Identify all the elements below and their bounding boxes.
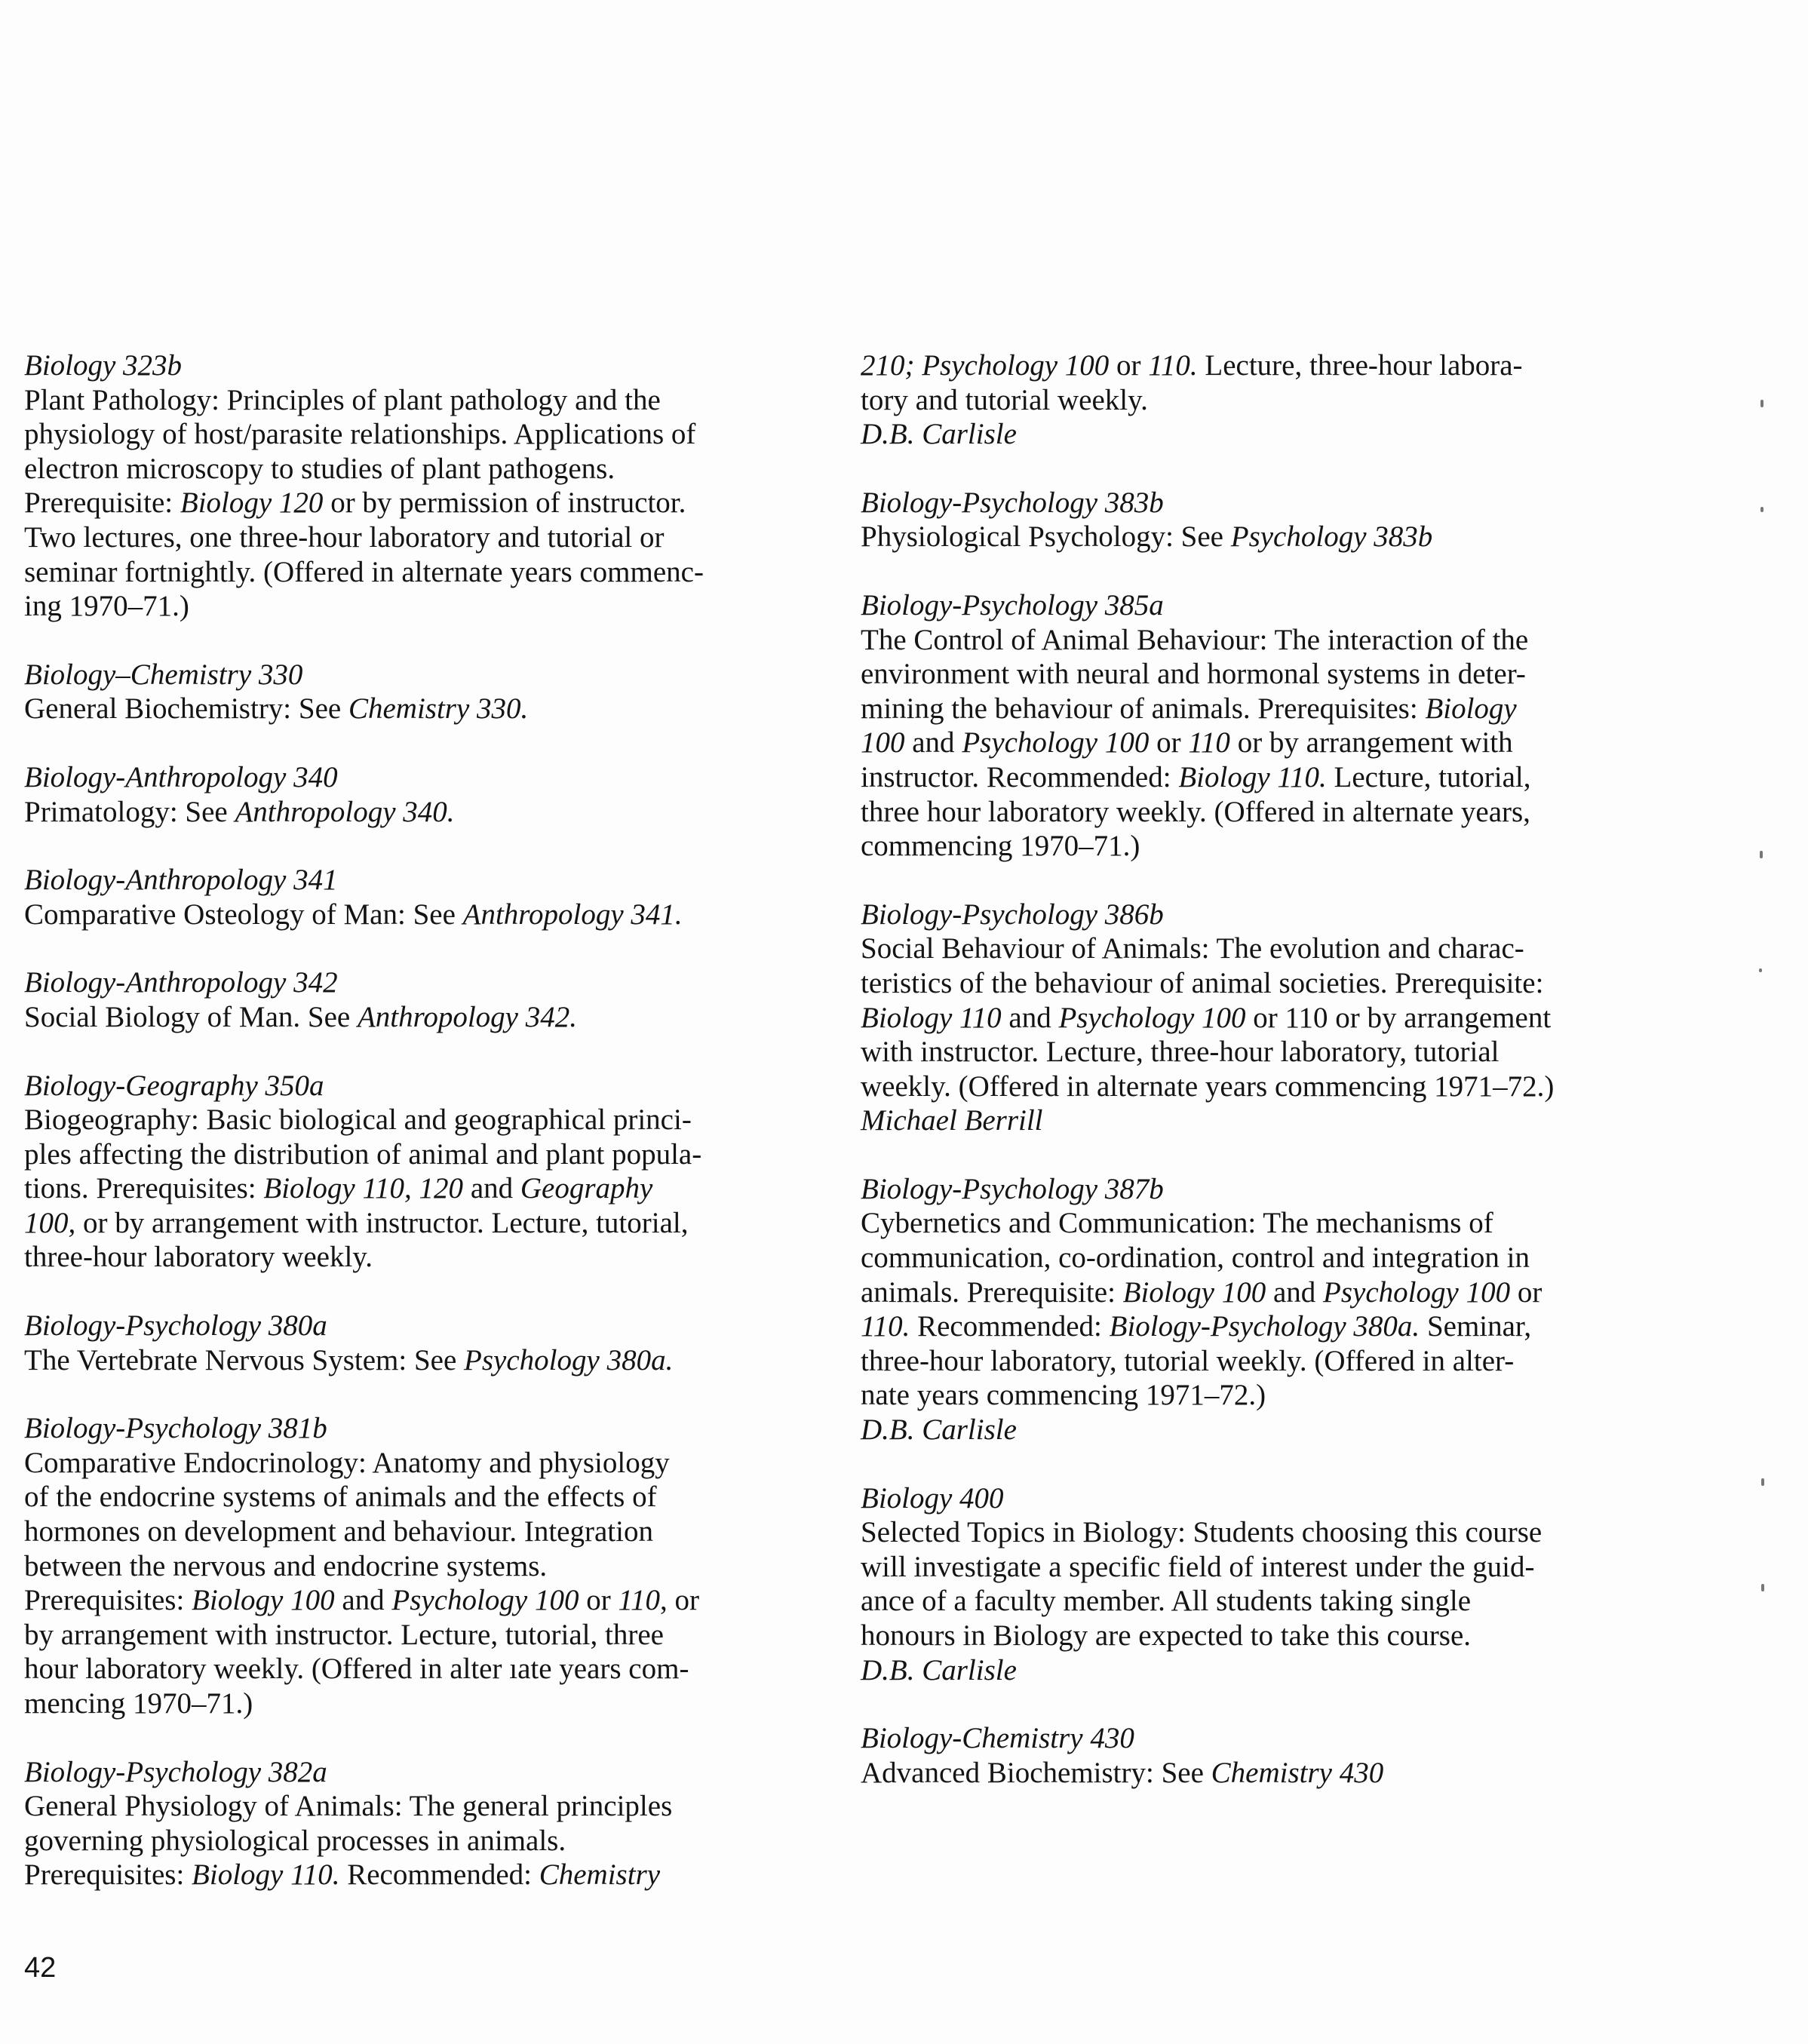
description-text: General Physiology of Animals: The general principles (24, 1790, 673, 1823)
course-title: Biology-Psychology 385a (861, 588, 1164, 621)
course-reference: 110 (1188, 726, 1230, 760)
course-reference: D.B. Carlisle (861, 1653, 1017, 1686)
description-text: communication, co-ordination, control and integration in (861, 1241, 1530, 1275)
course-title: Biology-Anthropology 340 (24, 760, 338, 793)
right-column (861, 348, 1683, 1824)
description-text: Comparative Endocrinology: Anatomy and physiology (24, 1446, 670, 1479)
course-reference: Biology 110 (861, 1001, 1002, 1034)
description-text: three hour laboratory weekly. (Offered in alternate years, (861, 795, 1530, 828)
description-text: Advanced Biochemistry: See (861, 1756, 1211, 1789)
description-text: Lecture, three-hour labora- (1197, 349, 1523, 382)
course-entry (24, 1755, 824, 1892)
course-entry (24, 760, 824, 829)
description-text: nate years commencing 1971–72.) (861, 1379, 1266, 1412)
description-text: Lecture, tutorial, (1326, 760, 1531, 793)
description-text: with instructor. Lecture, three-hour laboratory, tutorial (861, 1036, 1500, 1069)
description-text: instructor. Recommended: (861, 760, 1179, 793)
description-text: and (904, 726, 962, 760)
description-text: or by arrangement with instructor. Lecture, tutorial, (75, 1206, 689, 1239)
description-text: environment with neural and hormonal systems in deter- (861, 658, 1526, 691)
course-description-line (24, 1789, 824, 1824)
description-text: or (1510, 1275, 1542, 1309)
course-title: Biology-Psychology 381b (24, 1412, 327, 1445)
description-text: or by arrangement with (1229, 726, 1513, 760)
course-title: Biology-Psychology 386b (861, 898, 1164, 931)
course-description-line (861, 966, 1683, 1001)
course-description-line (861, 417, 1683, 452)
description-text: , or (660, 1584, 700, 1617)
description-text: General Biochemistry: See (24, 692, 348, 726)
description-text: Social Biology of Man. See (24, 1000, 358, 1033)
course-entry (24, 863, 824, 931)
description-text: Social Behaviour of Animals: The evolution and charac- (861, 932, 1524, 965)
course-reference: Biology 100 (1122, 1275, 1266, 1309)
description-text: weekly. (Offered in alternate years commencing 1971–72.) (861, 1070, 1555, 1103)
course-description-line (24, 795, 824, 830)
course-reference: 100, (24, 1206, 76, 1239)
course-description-line (24, 555, 824, 590)
course-description-line (861, 1653, 1683, 1688)
course-reference: Biology 110. (192, 1858, 340, 1892)
course-title: Biology–Chemistry 330 (24, 658, 303, 691)
course-description-line (24, 1858, 824, 1892)
description-text: Primatology: See (24, 795, 235, 828)
course-title: Biology 323b (24, 349, 183, 382)
course-description-line (861, 657, 1683, 692)
course-description-line (24, 1618, 824, 1653)
course-description-line (861, 348, 1683, 383)
description-text: electron microscopy to studies of plant pathogens. (24, 452, 615, 485)
course-reference: Biology 110, 120 (263, 1172, 464, 1205)
scan-speck (1759, 968, 1762, 972)
description-text: The Vertebrate Nervous System: See (24, 1343, 465, 1376)
description-text: will investigate a specific field of interest under the guid- (861, 1550, 1535, 1583)
description-text: or (1149, 726, 1189, 760)
course-reference: Chemistry 330. (348, 692, 529, 726)
course-entry (24, 348, 824, 624)
description-text: Seminar, (1420, 1310, 1532, 1343)
description-text: Physiological Psychology: See (861, 520, 1231, 554)
course-description-line (861, 829, 1683, 864)
course-reference: Psychology 380a. (464, 1343, 674, 1376)
description-text: and (334, 1584, 392, 1617)
course-reference: D.B. Carlisle (861, 1413, 1017, 1447)
description-text: and (1266, 1275, 1324, 1309)
scan-speck (1761, 1584, 1764, 1591)
description-text: tory and tutorial weekly. (861, 383, 1148, 416)
description-text: Cybernetics and Communication: The mechanisms of (861, 1207, 1493, 1240)
course-description-line (861, 1515, 1683, 1550)
course-description-line (24, 1686, 824, 1721)
course-title: Biology-Psychology 380a (24, 1309, 327, 1343)
course-title: Biology-Anthropology 342 (24, 966, 338, 999)
description-text: The Control of Animal Behaviour: The interaction of the (861, 623, 1529, 656)
course-description-line (24, 1206, 824, 1241)
course-entry (861, 1721, 1683, 1790)
course-description-line (861, 1001, 1683, 1036)
description-text: Recommended: (910, 1310, 1110, 1343)
description-text: between the nervous and endocrine systems. (24, 1549, 548, 1582)
left-column (24, 348, 824, 1926)
description-text: and (1001, 1001, 1059, 1034)
course-description-line (861, 1070, 1683, 1104)
course-entry (24, 1069, 824, 1275)
description-text: Prerequisites: (24, 1858, 192, 1892)
course-reference: Anthropology 342. (357, 1000, 577, 1033)
description-text: or 110 or by arrangement (1245, 1001, 1552, 1034)
description-text: Recommended: (339, 1858, 539, 1892)
description-text: Plant Pathology: Principles of plant pathology and the (24, 383, 661, 416)
description-text: or (1109, 349, 1149, 382)
course-title: Biology-Psychology 387b (861, 1172, 1164, 1205)
description-text: or (579, 1584, 619, 1617)
course-title: Biology-Geography 350a (24, 1069, 324, 1102)
course-entry (24, 965, 824, 1034)
description-text: physiology of host/parasite relationships. Applications of (24, 418, 696, 451)
course-reference: Chemistry 430 (1211, 1756, 1384, 1789)
description-text: Biogeography: Basic biological and geographical princi- (24, 1103, 692, 1137)
course-description-line (861, 931, 1683, 966)
course-description-line (861, 1035, 1683, 1070)
description-text: Comparative Osteology of Man: See (24, 898, 463, 931)
course-description-line (861, 1550, 1683, 1585)
course-reference: Biology 120 (180, 486, 324, 520)
description-text: hour laboratory weekly. (Offered in alter ıate years com- (24, 1653, 689, 1686)
course-description-line (24, 1137, 824, 1172)
course-description-line (861, 1309, 1683, 1344)
course-description-line (861, 383, 1683, 418)
course-reference: 210; Psychology 100 (861, 349, 1110, 382)
course-entry (24, 658, 824, 726)
course-reference: Biology 100 (192, 1584, 335, 1617)
course-reference: 110. (1148, 349, 1198, 382)
description-text: three-hour laboratory, tutorial weekly. (Offered in alter- (861, 1344, 1515, 1377)
course-title: Biology-Chemistry 430 (861, 1722, 1134, 1755)
scan-speck (1760, 851, 1763, 858)
description-text: and (463, 1172, 520, 1205)
course-reference: Psychology 100 (391, 1584, 579, 1617)
course-reference: Michael Berrill (861, 1104, 1043, 1137)
course-description-line (24, 1480, 824, 1515)
course-description-line (861, 1378, 1683, 1413)
course-description-line (24, 1583, 824, 1618)
description-text: Prerequisites: (24, 1584, 192, 1617)
course-description-line (861, 1756, 1683, 1791)
course-reference: Geography (520, 1172, 653, 1205)
course-description-line (861, 623, 1683, 658)
course-description-line (861, 520, 1683, 554)
course-reference: Anthropology 340. (235, 795, 455, 828)
course-description-line (24, 1446, 824, 1481)
description-text: animals. Prerequisite: (861, 1275, 1123, 1309)
course-description-line (861, 1241, 1683, 1275)
course-entry (861, 588, 1683, 864)
course-reference: Biology 110. (1178, 760, 1327, 793)
course-description-line (24, 1549, 824, 1584)
description-text: Prerequisite: (24, 486, 180, 520)
course-description-line (861, 692, 1683, 726)
description-text: three-hour laboratory weekly. (24, 1241, 373, 1274)
course-entry (24, 1309, 824, 1377)
course-reference: Biology-Psychology 380a. (1109, 1310, 1420, 1343)
course-description-line (861, 1206, 1683, 1241)
course-reference: Psychology 100 (1058, 1001, 1246, 1034)
course-description-line (24, 520, 824, 555)
course-description-line (24, 1240, 824, 1275)
course-reference: 100 (861, 726, 905, 760)
course-reference: Chemistry (539, 1858, 661, 1892)
description-text: ing 1970–71.) (24, 590, 189, 623)
course-description-line (24, 1171, 824, 1206)
course-entry (861, 1172, 1683, 1447)
scan-speck (1761, 1478, 1764, 1486)
course-description-line (861, 1103, 1683, 1138)
course-reference: 110 (618, 1584, 661, 1617)
description-text: mencing 1970–71.) (24, 1687, 253, 1720)
course-description-line (24, 692, 824, 726)
course-title: Biology-Psychology 382a (24, 1755, 327, 1788)
description-text: ance of a faculty member. All students taking single (861, 1585, 1472, 1618)
course-description-line (24, 1343, 824, 1378)
course-description-line (24, 1652, 824, 1686)
course-reference: Anthropology 341. (462, 898, 683, 931)
course-title: Biology-Anthropology 341 (24, 864, 338, 897)
course-reference: 110. (861, 1310, 910, 1343)
course-description-line (861, 1584, 1683, 1619)
course-description-line (24, 1000, 824, 1035)
description-text: ples affecting the distribution of animal and plant popula- (24, 1137, 702, 1171)
course-description-line (24, 898, 824, 932)
course-reference: Psychology 100 (1323, 1275, 1511, 1309)
course-description-line (24, 486, 824, 520)
description-text: teristics of the behaviour of animal societies. Prerequisite: (861, 966, 1544, 999)
description-text: mining the behaviour of animals. Prerequisites: (861, 692, 1426, 725)
course-description-line (861, 795, 1683, 830)
course-description-line (24, 1103, 824, 1137)
description-text: commencing 1970–71.) (861, 830, 1140, 863)
course-description-line (24, 1515, 824, 1549)
description-text: Selected Topics in Biology: Students choosing this course (861, 1516, 1542, 1549)
course-description-line (861, 1619, 1683, 1653)
description-text: seminar fortnightly. (Offered in alternate years commenc- (24, 555, 704, 588)
course-reference: Psychology 100 (962, 726, 1150, 760)
course-title: Biology-Psychology 383b (861, 486, 1164, 519)
course-description-line (861, 1344, 1683, 1379)
course-description-line (861, 726, 1683, 760)
description-text: governing physiological processes in animals. (24, 1824, 566, 1857)
course-description-line (861, 1413, 1683, 1447)
course-entry (861, 898, 1683, 1138)
course-description-line (861, 1275, 1683, 1310)
course-reference: Psychology 383b (1230, 520, 1433, 554)
scan-speck (1760, 507, 1763, 512)
description-text: or by permission of instructor. (323, 486, 686, 520)
course-entry (24, 1411, 824, 1720)
page-number: 42 (24, 1952, 57, 1984)
course-entry (861, 348, 1683, 452)
course-description-line (24, 452, 824, 486)
course-description-line (24, 383, 824, 418)
course-description-line (24, 589, 824, 624)
course-title: Biology 400 (861, 1481, 1004, 1515)
description-text: by arrangement with instructor. Lecture, tutorial, three (24, 1618, 664, 1651)
course-description-line (24, 1824, 824, 1858)
course-description-line (861, 760, 1683, 795)
description-text: honours in Biology are expected to take this course. (861, 1619, 1472, 1652)
course-reference: Biology (1425, 692, 1517, 725)
course-entry (861, 1481, 1683, 1688)
description-text: Two lectures, one three-hour laboratory and tutorial or (24, 520, 665, 554)
scan-speck (1760, 400, 1763, 407)
description-text: hormones on development and behaviour. Integration (24, 1515, 653, 1548)
description-text: tions. Prerequisites: (24, 1172, 264, 1205)
course-description-line (24, 417, 824, 452)
course-reference: D.B. Carlisle (861, 418, 1017, 451)
course-entry (861, 486, 1683, 554)
description-text: of the endocrine systems of animals and the effects of (24, 1481, 657, 1514)
